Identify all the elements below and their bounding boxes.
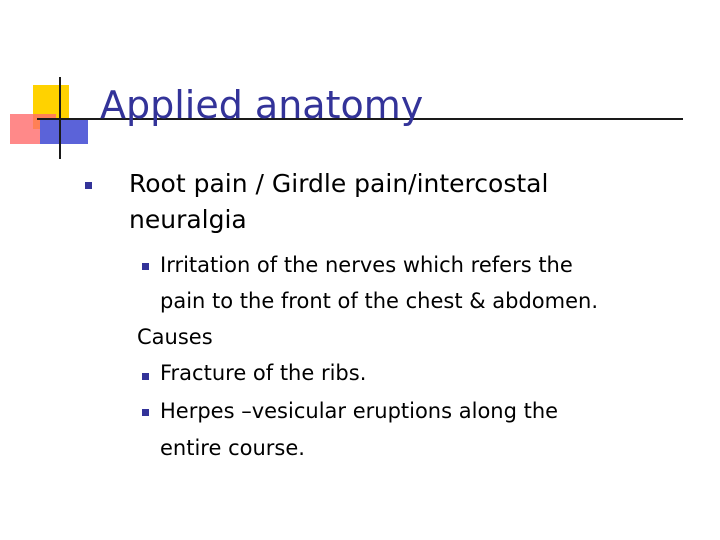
bullet-square-icon (142, 409, 149, 416)
bullet-text-line: Root pain / Girdle pain/intercostal (129, 169, 549, 198)
bullet-square-icon (142, 263, 149, 270)
bullet-square-icon (85, 182, 92, 189)
cause-text-line: entire course. (160, 436, 305, 460)
cause-text-line: Herpes –vesicular eruptions along the (160, 399, 559, 423)
subbullet-text-line: Irritation of the nerves which refers the (160, 253, 573, 277)
decorative-blue-square (40, 120, 88, 144)
causes-heading: Causes (137, 325, 213, 349)
slide-title: Applied anatomy (100, 83, 424, 127)
subbullet-text-line: pain to the front of the chest & abdomen. (160, 289, 599, 313)
cause-text-line: Fracture of the ribs. (160, 361, 367, 385)
bullet-text-line: neuralgia (129, 205, 247, 234)
bullet-square-icon (142, 373, 149, 380)
